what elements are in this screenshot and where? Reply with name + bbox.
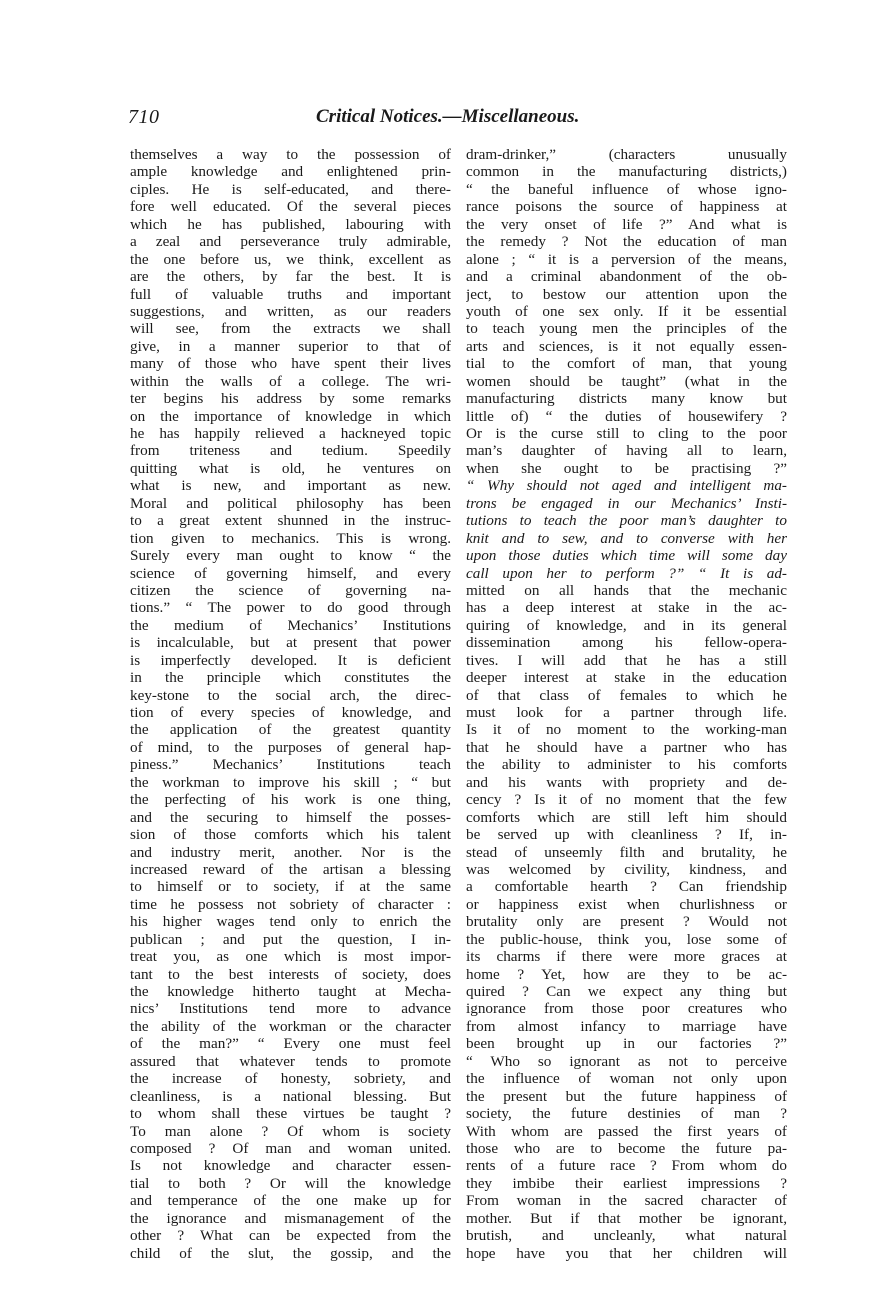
text-line: manufacturing districts many know but [466, 390, 787, 408]
text-line: piness.” Mechanics’ Institutions teach [130, 756, 451, 774]
text-line: call upon her to perform ?” “ It is ad- [466, 564, 787, 582]
text-line: With whom are passed the first years of [466, 1122, 787, 1140]
text-line: publican ; and put the question, I in- [130, 930, 451, 948]
text-line: dissemination among his fellow-opera- [466, 634, 787, 652]
text-line: the ability of the workman or the character [130, 1017, 451, 1035]
text-line: rents of a future race ? From whom do [466, 1157, 787, 1175]
text-line: deeper interest at stake in the education [466, 669, 787, 687]
text-line: those who are to become the future pa- [466, 1139, 787, 1157]
text-line: to a great extent shunned in the instruc- [130, 512, 451, 530]
text-line: increased reward of the artisan a blessing [130, 860, 451, 878]
text-line: Is not knowledge and character essen- [130, 1157, 451, 1175]
text-line: has a deep interest at stake in the ac- [466, 599, 787, 617]
text-line: tion given to mechanics. This is wrong. [130, 529, 451, 547]
text-line: his higher wages tend only to enrich the [130, 913, 451, 931]
text-line: fore well educated. Of the several pieces [130, 198, 451, 216]
text-line: To man alone ? Of whom is society [130, 1122, 451, 1140]
text-line: man’s daughter of having all to learn, [466, 442, 787, 460]
text-line: and industry merit, another. Nor is the [130, 843, 451, 861]
text-line: to teach young men the principles of the [466, 320, 787, 338]
text-line: ciples. He is self-educated, and there- [130, 180, 451, 198]
text-line: brutish, and uncleanly, what natural [466, 1227, 787, 1245]
text-line: composed ? Of man and woman united. [130, 1139, 451, 1157]
text-line: the knowledge hitherto taught at Mecha- [130, 983, 451, 1000]
text-line: the application of the greatest quantity [130, 721, 451, 739]
text-line: knit and to sew, and to converse with her [466, 529, 787, 547]
text-line: the remedy ? Not the education of man [466, 233, 787, 251]
text-line: the perfecting of his work is one thing, [130, 791, 451, 809]
text-line: he has happily relieved a hackneyed topic [130, 425, 451, 442]
text-line: treat you, as one which is most impor- [130, 948, 451, 966]
text-line: the ability to administer to his comforts [466, 756, 787, 774]
text-line: of mind, to the purposes of general hap- [130, 738, 451, 756]
text-line: ter begins his address by some remarks [130, 390, 451, 408]
text-line: suggestions, and written, as our readers [130, 302, 451, 320]
text-line: what is new, and important as new. [130, 477, 451, 495]
text-line: nics’ Institutions tend more to advance [130, 1000, 451, 1018]
text-line: of the man?” “ Every one must feel [130, 1035, 451, 1053]
running-head: Critical Notices.—Miscellaneous. [316, 106, 580, 127]
text-line: the public-house, think you, lose some of [466, 930, 787, 948]
text-line: ignorance from those poor creatures who [466, 1000, 787, 1018]
text-line: a zeal and perseverance truly admirable, [130, 233, 451, 251]
text-line: from almost infancy to marriage have [466, 1017, 787, 1035]
text-line: ample knowledge and enlightened prin- [130, 163, 451, 181]
text-line: cleanliness, is a national blessing. But [130, 1087, 451, 1105]
text-line: will see, from the extracts we shall [130, 320, 451, 338]
text-line: sion of those comforts which his talent [130, 826, 451, 844]
text-line: common in the manufacturing districts,) [466, 163, 787, 181]
text-line: quired ? Can we expect any thing but [466, 983, 787, 1000]
text-line: is incalculable, but at present that power [130, 634, 451, 652]
text-line: home ? Yet, how are they to be ac- [466, 965, 787, 983]
text-line: stead of unseemly filth and brutality, he [466, 843, 787, 861]
text-line: on the importance of knowledge in which [130, 407, 451, 425]
right-column [466, 146, 787, 1262]
text-line: quiring of knowledge, and in its general [466, 616, 787, 634]
text-line: key-stone to the social arch, the direc- [130, 686, 451, 704]
text-line: child of the slut, the gossip, and the [130, 1244, 451, 1262]
text-line: the one before us, we think, excellent as [130, 250, 451, 268]
text-line: and temperance of the one make up for [130, 1192, 451, 1210]
text-line: cency ? Is it of no moment that the few [466, 791, 787, 809]
text-line: the present but the future happiness of [466, 1087, 787, 1105]
text-line: “ the baneful influence of whose igno- [466, 180, 787, 198]
text-line: dram-drinker,” (characters unusually [466, 146, 787, 163]
text-line: upon those duties which time will some day [466, 547, 787, 565]
text-line: From woman in the sacred character of [466, 1192, 787, 1210]
text-line: many of those who have spent their lives [130, 355, 451, 373]
text-line: give, in a manner superior to that of [130, 337, 451, 355]
text-line: the very onset of life ?” And what is [466, 215, 787, 233]
text-line: been brought up in our factories ?” [466, 1035, 787, 1053]
text-line: citizen the science of governing na- [130, 581, 451, 599]
text-line: tives. I will add that he has a still [466, 651, 787, 669]
text-line: brutality only are present ? Would not [466, 913, 787, 931]
text-line: that he should have a partner who has [466, 738, 787, 756]
text-line: tant to the best interests of society, does [130, 965, 451, 983]
text-line: and his wants with propriety and de- [466, 773, 787, 791]
text-line: tutions to teach the poor man’s daughter to [466, 512, 787, 530]
text-line: in the principle which constitutes the [130, 669, 451, 687]
text-line: hope have you that her children will [466, 1244, 787, 1262]
text-line: tial to the comfort of man, that young [466, 355, 787, 373]
text-line: when she ought to be practising ?” [466, 459, 787, 477]
text-line: rance poisons the source of happiness at [466, 198, 787, 216]
text-line: the influence of woman not only upon [466, 1070, 787, 1088]
text-line: to whom shall these virtues be taught ? [130, 1105, 451, 1123]
text-line: the ignorance and mismanagement of the [130, 1209, 451, 1227]
text-line: themselves a way to the possession of [130, 146, 451, 163]
text-line: assured that whatever tends to promote [130, 1052, 451, 1070]
text-line: Is it of no moment to the working-man [466, 721, 787, 739]
text-line: and the securing to himself the posses- [130, 808, 451, 826]
text-line: trons be engaged in our Mechanics’ Insti- [466, 494, 787, 512]
text-line: ject, to bestow our attention upon the [466, 285, 787, 303]
page-number: 710 [128, 106, 160, 128]
text-line: the increase of honesty, sobriety, and [130, 1070, 451, 1088]
text-line: from triteness and tedium. Speedily [130, 442, 451, 460]
text-line: the medium of Mechanics’ Institutions [130, 616, 451, 634]
text-line: tial to both ? Or will the knowledge [130, 1174, 451, 1192]
text-line: to himself or to society, if at the same [130, 878, 451, 896]
text-line: which he has published, labouring with [130, 215, 451, 233]
text-line: or happiness exist when churlishness or [466, 895, 787, 913]
text-line: little of) “ the duties of housewifery ? [466, 407, 787, 425]
text-line: must look for a partner through life. [466, 704, 787, 721]
text-line: society, the future destinies of man ? [466, 1105, 787, 1123]
text-line: is imperfectly developed. It is deficient [130, 651, 451, 669]
text-line: Surely every man ought to know “ the [130, 547, 451, 565]
text-line: they imbibe their earliest impressions ? [466, 1174, 787, 1192]
text-line: be served up with cleanliness ? If, in- [466, 826, 787, 844]
text-line: arts and sciences, is it not equally essen- [466, 337, 787, 355]
text-line: comforts which are still left him should [466, 808, 787, 826]
text-line: the workman to improve his skill ; “ but [130, 773, 451, 791]
text-line: Or is the curse still to cling to the poor [466, 425, 787, 442]
text-line: women should be taught” (what in the [466, 372, 787, 390]
text-line: mother. But if that mother be ignorant, [466, 1209, 787, 1227]
text-line: within the walls of a college. The wri- [130, 372, 451, 390]
text-line: tion of every species of knowledge, and [130, 704, 451, 721]
text-line: other ? What can be expected from the [130, 1227, 451, 1245]
text-line: are the others, by far the best. It is [130, 268, 451, 286]
text-line: and a criminal abandonment of the ob- [466, 268, 787, 286]
text-line: youth of one sex only. If it be essential [466, 302, 787, 320]
text-line: time he possess not sobriety of character : [130, 895, 451, 913]
text-line: quitting what is old, he ventures on [130, 459, 451, 477]
text-line: Moral and political philosophy has been [130, 494, 451, 512]
text-line: science of governing himself, and every [130, 564, 451, 582]
text-line: a comfortable hearth ? Can friendship [466, 878, 787, 896]
text-line: its charms if there were more graces at [466, 948, 787, 966]
text-line: alone ; “ it is a perversion of the means, [466, 250, 787, 268]
text-line: mitted on all hands that the mechanic [466, 581, 787, 599]
left-column [130, 146, 451, 1262]
text-line: “ Who so ignorant as not to perceive [466, 1052, 787, 1070]
text-line: full of valuable truths and important [130, 285, 451, 303]
text-line: was welcomed by civility, kindness, and [466, 860, 787, 878]
text-line: “ Why should not aged and intelligent ma- [466, 477, 787, 495]
text-line: of that class of females to which he [466, 686, 787, 704]
text-line: tions.” “ The power to do good through [130, 599, 451, 617]
